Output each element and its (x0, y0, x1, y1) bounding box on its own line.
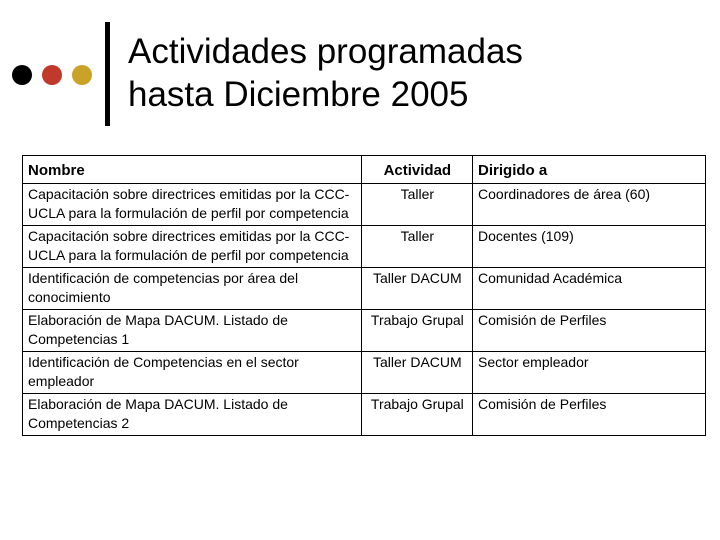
cell-actividad: Taller DACUM (361, 268, 472, 310)
cell-nombre: Capacitación sobre directrices emitidas por la CCC-UCLA para la formulación de perfil por competencia (23, 184, 362, 226)
header-nombre: Nombre (23, 156, 362, 184)
cell-nombre: Identificación de competencias por área del conocimiento (23, 268, 362, 310)
page-title-line-1: Actividades programadas (128, 32, 523, 71)
cell-actividad: Trabajo Grupal (361, 310, 472, 352)
cell-nombre: Capacitación sobre directrices emitidas por la CCC-UCLA para la formulación de perfil por competencia (23, 226, 362, 268)
cell-dirigido: Docentes (109) (473, 226, 706, 268)
cell-nombre: Elaboración de Mapa DACUM. Listado de Competencias 2 (23, 394, 362, 436)
cell-actividad: Trabajo Grupal (361, 394, 472, 436)
black-dot-icon (12, 65, 32, 85)
table-header-row (23, 156, 706, 184)
table-row (23, 310, 706, 352)
cell-actividad: Taller DACUM (361, 352, 472, 394)
red-dot-icon (42, 65, 62, 85)
activities-table (22, 155, 706, 436)
cell-actividad: Taller (361, 184, 472, 226)
table-row (23, 268, 706, 310)
cell-dirigido: Comisión de Perfiles (473, 310, 706, 352)
header-actividad: Actividad (361, 156, 472, 184)
title-divider-bar (105, 22, 110, 126)
cell-nombre: Elaboración de Mapa DACUM. Listado de Competencias 1 (23, 310, 362, 352)
cell-actividad: Taller (361, 226, 472, 268)
cell-dirigido: Coordinadores de área (60) (473, 184, 706, 226)
cell-dirigido: Sector empleador (473, 352, 706, 394)
gold-dot-icon (72, 65, 92, 85)
table-row (23, 184, 706, 226)
header-dirigido: Dirigido a (473, 156, 706, 184)
table-row (23, 394, 706, 436)
table-row (23, 352, 706, 394)
page-title-line-2: hasta Diciembre 2005 (128, 75, 469, 114)
page-title (128, 30, 523, 116)
cell-nombre: Identificación de Competencias en el sector empleador (23, 352, 362, 394)
cell-dirigido: Comisión de Perfiles (473, 394, 706, 436)
bullet-dots (12, 65, 92, 85)
table-row (23, 226, 706, 268)
cell-dirigido: Comunidad Académica (473, 268, 706, 310)
